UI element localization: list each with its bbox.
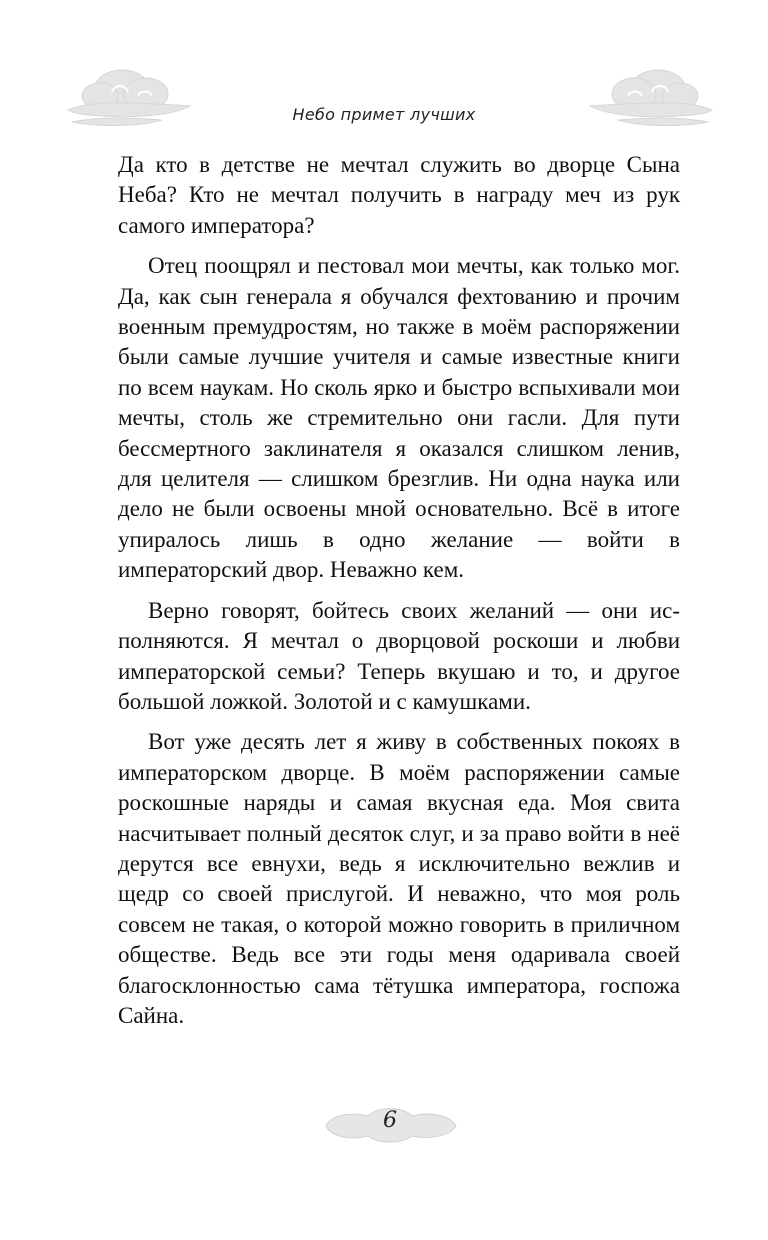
cloud-ornament-icon — [588, 60, 718, 132]
paragraph: Да кто в детстве не мечтал служить во дворце Сына Неба? Кто не мечтал получить в награду меч из рук самого императора? — [118, 152, 680, 238]
paragraph: Вот уже десять лет я живу в собственных покоях в императорском дворце. В моём распоряжении самые роскошные наряды и самая вкусная еда. Моя свита насчитывает полный десяток слуг, и за право войти в неё дерутся все евнухи, ведь я исключительно вежлив и щедр со своей прислугой. И неважно, что моя роль совсем не такая, о которой можно говорить в приличном обществе. Ведь все эти годы меня одаривала своей благосклонностью сама тётушка императора, госпожа Сайна. — [118, 729, 680, 1028]
paragraph: Отец поощрял и пестовал мои мечты, как только мог. Да, как сын генерала я обучался фехтованию и прочим военным премудростям, но также в моём распоряжении были самые лучшие учителя и самые известные книги по всем наукам. Но сколь ярко и быстро вспыхивали мои мечты, столь же стремительно они гасли. Для пути бессмертного заклинателя я оказался слишком ленив, для целителя — слишком брезглив. Ни одна наука или дело не были освоены мной основательно. Всё в итоге упиралось лишь в одно желание — войти в императорский двор. Неважно кем. — [118, 253, 680, 583]
paragraph: Верно говорят, бойтесь своих желаний — они исполняются. Я мечтал о дворцовой роскоши и любви императорской семьи? Теперь вкушаю и то, и другое большой ложкой. Золотой и с камушками. — [118, 597, 680, 714]
page-number: 6 — [383, 1108, 397, 1133]
running-title: Небо примет лучших — [292, 105, 476, 124]
page-footer — [318, 1102, 462, 1148]
body-text — [118, 150, 680, 1041]
page-header — [0, 60, 768, 160]
